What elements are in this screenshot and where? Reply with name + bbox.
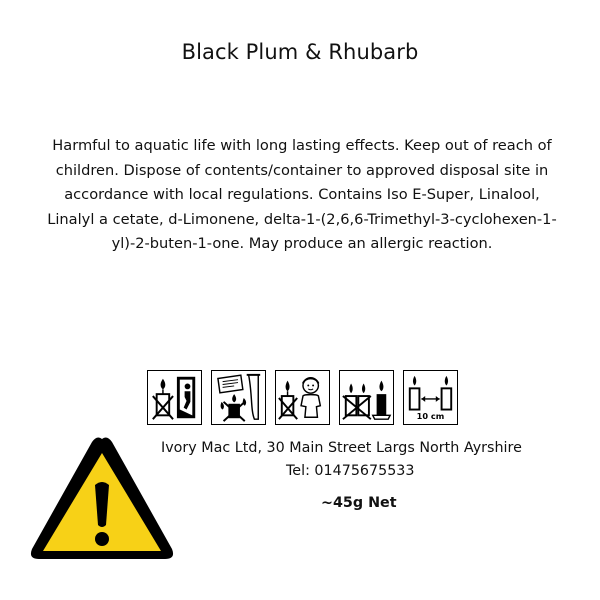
- warning-triangle-icon: [27, 433, 177, 565]
- safety-pictograms: [147, 370, 458, 427]
- never-leave-burning-unattended-icon: [147, 370, 202, 425]
- keep-away-from-children-icon: [275, 370, 330, 425]
- product-title: Black Plum & Rhubarb: [181, 40, 419, 64]
- company-address: Ivory Mac Ltd, 30 Main Street Largs North Ayrshire: [161, 440, 522, 456]
- warning-text: Harmful to aquatic life with long lasting effects. Keep out of reach of children. Dispose of contents/container to approved disposal site in accordance with local regulations. Contains Iso E-Super, Linalool, Linalyl a cetate, d-Limonene, delta-1-(2,6,6-Trimethyl-3-cyclohexen-1-yl)-2-buten-1-one. May produce an allergic reaction.: [47, 137, 557, 252]
- spacing-label: 10 cm: [416, 411, 445, 422]
- spacing-between-candles-icon: [403, 370, 458, 425]
- telephone: Tel: 01475675533: [286, 463, 415, 479]
- do-not-burn-near-each-other-icon: [339, 370, 394, 425]
- keep-away-from-flammables-icon: [211, 370, 266, 425]
- net-weight: ~45g Net: [321, 495, 397, 511]
